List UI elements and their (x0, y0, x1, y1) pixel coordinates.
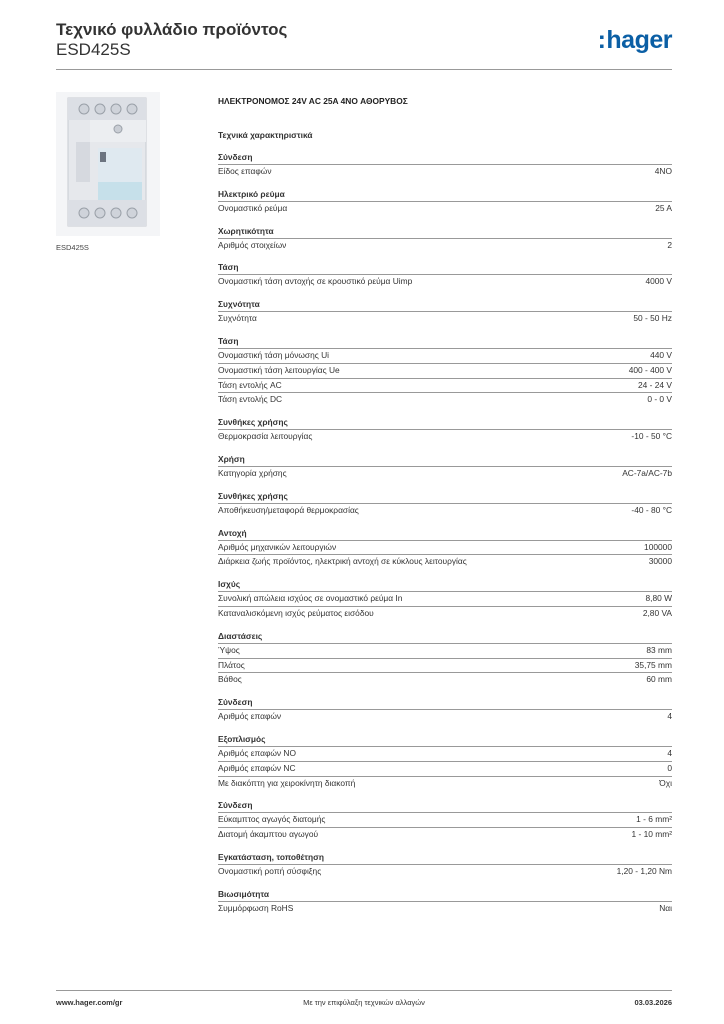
spec-value: 440 V (650, 349, 672, 360)
spec-row (218, 709, 672, 724)
spec-value: 1,20 - 1,20 Nm (616, 865, 672, 876)
spec-label: Ονομαστική τάση αντοχής σε κρουστικό ρεύμα Uimp (218, 276, 413, 287)
spec-group (218, 416, 672, 444)
spec-row (218, 201, 672, 216)
spec-row (218, 864, 672, 879)
spec-value: 0 - 0 V (647, 394, 672, 405)
spec-group (218, 630, 672, 687)
spec-value: 24 - 24 V (638, 379, 672, 390)
spec-group-title: Χρήση (218, 453, 245, 464)
spec-row (218, 429, 672, 444)
spec-value: 4000 V (645, 276, 672, 287)
spec-group-title: Διαστάσεις (218, 630, 263, 641)
spec-value: 4 (667, 711, 672, 722)
spec-row (218, 238, 672, 253)
spec-row (218, 554, 672, 569)
spec-label: Ονομαστική τάση λειτουργίας Ue (218, 364, 340, 375)
spec-value: 35,75 mm (634, 659, 672, 670)
header-divider (56, 69, 672, 70)
spec-value: Ναι (659, 902, 672, 913)
logo-mark-icon: : (597, 26, 606, 54)
spec-row (218, 643, 672, 658)
website-link[interactable]: www.hager.com/gr (56, 998, 123, 1007)
spec-row (218, 827, 672, 842)
spec-value: 2 (667, 239, 672, 250)
spec-row (218, 466, 672, 481)
spec-group (218, 453, 672, 481)
spec-group (218, 851, 672, 879)
spec-group-title: Εξοπλισμός (218, 733, 266, 744)
spec-group (218, 733, 672, 790)
spec-value: 8,80 W (645, 593, 672, 604)
spec-label: Αριθμός επαφών NC (218, 762, 296, 773)
spec-group-title: Χωρητικότητα (218, 225, 274, 236)
spec-value: Όχι (659, 777, 672, 788)
footer-notice: Με την επιφύλαξη τεχνικών αλλαγών (303, 998, 425, 1007)
spec-group (218, 188, 672, 216)
spec-group-title: Σύνδεση (218, 800, 253, 811)
spec-row (218, 746, 672, 761)
spec-value: 1 - 6 mm² (636, 814, 672, 825)
spec-label: Διατομή άκαμπτου αγωγού (218, 829, 319, 840)
spec-group (218, 298, 672, 326)
spec-label: Αριθμός στοιχείων (218, 239, 287, 250)
spec-group (218, 888, 672, 916)
spec-label: Αριθμός μηχανικών λειτουργιών (218, 541, 337, 552)
spec-value: 4NO (654, 166, 672, 176)
spec-label: Τάση εντολής DC (218, 394, 283, 405)
spec-group-title: Τάση (218, 335, 239, 346)
spec-value: 1 - 10 mm² (631, 829, 672, 840)
spec-value: 25 A (655, 202, 672, 213)
spec-value: AC-7a/AC-7b (622, 467, 672, 478)
spec-group (218, 527, 672, 570)
spec-group-title: Σύνδεση (218, 152, 253, 162)
spec-label: Θερμοκρασία λειτουργίας (218, 431, 313, 442)
product-name: ΗΛΕΚΤΡΟΝΟΜΟΣ 24V AC 25A 4NO ΑΘΟΡΥΒΟΣ (218, 96, 408, 106)
spec-group (218, 151, 672, 179)
spec-row (218, 776, 672, 791)
spec-value: 4 (667, 747, 672, 758)
spec-value: 60 mm (646, 674, 672, 685)
spec-value: 100000 (644, 541, 672, 552)
spec-value: -40 - 80 °C (631, 504, 672, 515)
spec-label: Με διακόπτη για χειροκίνητη διακοπή (218, 777, 356, 788)
spec-content (218, 96, 672, 916)
contactor-icon (56, 92, 160, 236)
image-caption: ESD425S (56, 243, 89, 252)
product-image (56, 92, 160, 236)
spec-group (218, 696, 672, 724)
hager-logo (598, 26, 672, 55)
spec-row (218, 503, 672, 518)
footer-divider (56, 990, 672, 991)
spec-row (218, 761, 672, 776)
spec-value: 400 - 400 V (628, 364, 672, 375)
spec-group (218, 799, 672, 842)
spec-label: Αριθμός επαφών (218, 711, 282, 722)
spec-label: Συνολική απώλεια ισχύος σε ονομαστικό ρεύμα In (218, 593, 403, 604)
spec-label: Εύκαμπτος αγωγός διατομής (218, 814, 326, 825)
spec-groups (218, 151, 672, 916)
spec-label: Συμμόρφωση RoHS (218, 902, 294, 913)
spec-group (218, 261, 672, 289)
spec-group-title: Βιωσιμότητα (218, 888, 270, 899)
spec-label: Διάρκεια ζωής προϊόντος, ηλεκτρική αντοχή σε κύκλους λειτουργίας (218, 556, 467, 567)
spec-row (218, 348, 672, 363)
logo-text: hager (606, 26, 672, 54)
spec-label: Ονομαστική τάση μόνωσης Ui (218, 349, 330, 360)
spec-value: 50 - 50 Hz (633, 313, 672, 324)
spec-label: Τάση εντολής AC (218, 379, 282, 390)
page-footer (56, 998, 672, 1010)
spec-group-title: Αντοχή (218, 527, 247, 538)
spec-row (218, 591, 672, 606)
spec-group-title: Ηλεκτρικό ρεύμα (218, 188, 285, 199)
footer-date: 03.03.2026 (634, 998, 672, 1007)
product-code: ESD425S (56, 40, 131, 59)
spec-row (218, 378, 672, 393)
spec-value: 83 mm (646, 644, 672, 655)
spec-value: 0 (667, 762, 672, 773)
spec-group-title: Συνθήκες χρήσης (218, 490, 288, 501)
spec-group-title: Σύνδεση (218, 697, 253, 708)
spec-row (218, 164, 672, 179)
spec-label: Συχνότητα (218, 313, 257, 324)
spec-label: Αριθμός επαφών NO (218, 747, 296, 758)
spec-row (218, 363, 672, 378)
spec-row (218, 540, 672, 555)
spec-label: Ονομαστικό ρεύμα (218, 202, 288, 213)
spec-value: 30000 (648, 556, 672, 567)
spec-value: 2,80 VA (642, 607, 672, 618)
spec-row (218, 274, 672, 289)
spec-group-title: Εγκατάσταση, τοποθέτηση (218, 851, 325, 862)
spec-label: Είδος επαφών (218, 166, 272, 176)
spec-group (218, 335, 672, 407)
spec-row (218, 311, 672, 326)
section-heading: Τεχνικά χαρακτηριστικά (218, 130, 313, 140)
spec-label: Ονομαστική ροπή σύσφιξης (218, 865, 322, 876)
spec-label: Ύψος (218, 644, 240, 655)
spec-row (218, 392, 672, 407)
spec-row (218, 812, 672, 827)
page-header (56, 20, 672, 68)
spec-group (218, 225, 672, 253)
spec-group-title: Ισχύς (218, 579, 241, 590)
spec-row (218, 658, 672, 673)
spec-label: Πλάτος (218, 659, 245, 670)
spec-group-title: Τάση (218, 262, 239, 273)
spec-row (218, 901, 672, 916)
spec-label: Κατηγορία χρήσης (218, 467, 287, 478)
spec-group-title: Συνθήκες χρήσης (218, 417, 288, 428)
spec-group-title: Συχνότητα (218, 299, 260, 310)
spec-group (218, 490, 672, 518)
spec-row (218, 672, 672, 687)
spec-row (218, 606, 672, 621)
spec-group (218, 578, 672, 621)
document-title: Τεχνικό φυλλάδιο προϊόντος (56, 20, 288, 39)
spec-label: Βάθος (218, 674, 242, 685)
spec-label: Αποθήκευση/μεταφορά θερμοκρασίας (218, 504, 359, 515)
spec-label: Καταναλισκόμενη ισχύς ρεύματος εισόδου (218, 607, 374, 618)
spec-value: -10 - 50 °C (631, 431, 672, 442)
